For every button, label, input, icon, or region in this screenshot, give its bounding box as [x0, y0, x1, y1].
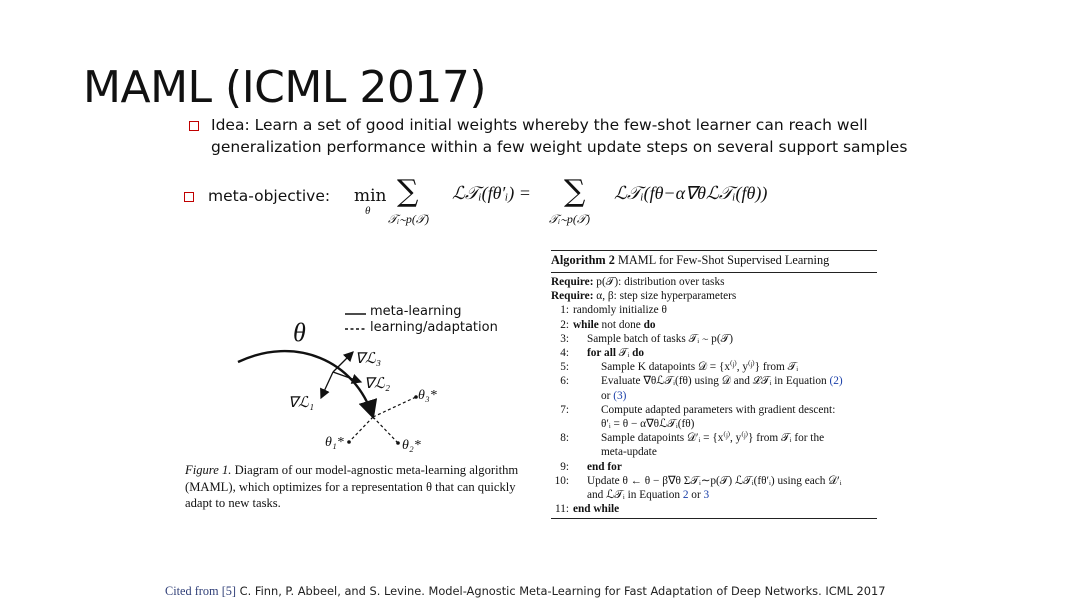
caption-text: Diagram of our model-agnostic meta-learning algorithm (MAML), which optimizes for a representation θ that can quickly adapt to new tasks. — [185, 463, 519, 510]
legend-meta-learning: meta-learning — [370, 304, 462, 319]
algorithm-line: 10: Update θ ← θ − β∇θ Σ𝒯ᵢ∼p(𝒯) ℒ𝒯ᵢ(fθ′ᵢ) using each 𝒟′ᵢ and ℒ𝒯ᵢ in Equation 2 or 3 — [554, 474, 842, 502]
idea-line-1: Idea: Learn a set of good initial weights whereby the few-shot learner can reach well — [211, 116, 868, 134]
idea-bullet — [211, 114, 907, 158]
algorithm-line: 9: end for — [560, 460, 622, 473]
grad-L1-arrow — [321, 372, 333, 398]
algorithm-line: 6: Evaluate ∇θℒ𝒯ᵢ(fθ) using 𝒟 and ℒ𝒯ᵢ in Equation (2) or (3) — [560, 375, 843, 402]
algorithm-line: 5: Sample K datapoints 𝒟 = {x⁽ʲ⁾, y⁽ʲ⁾} from 𝒯ᵢ — [560, 361, 799, 374]
grad-L1-label: ∇ℒ₁ — [288, 395, 315, 411]
algorithm-require-2: Require: α, β: step size hyperparameters — [551, 290, 737, 303]
meta-objective-label: meta-objective: — [208, 187, 331, 205]
algorithm-line: 11: end while — [554, 503, 620, 516]
adapt-line-3 — [373, 397, 416, 417]
formula-min-sub: θ — [365, 205, 371, 217]
algorithm-line: 2: while not done do — [560, 318, 656, 331]
algorithm-line: 1: randomly initialize θ — [560, 304, 667, 317]
citation-text: C. Finn, P. Abbeel, and S. Levine. Model-Agnostic Meta-Learning for Fast Adaptation of Deep Networks. ICML 2017 — [236, 584, 886, 598]
formula-sum-1: ∑ — [397, 174, 419, 209]
theta-label: θ — [293, 318, 306, 347]
algorithm-line: 7: Compute adapted parameters with gradient descent: θ′ᵢ = θ − α∇θℒ𝒯ᵢ(fθ) — [560, 403, 836, 431]
theta2-point — [396, 441, 400, 445]
citation-lead: Cited from [5] — [165, 584, 237, 598]
formula-lhs: ℒ𝒯ᵢ(fθ′ᵢ) = — [452, 183, 531, 203]
algorithm-box — [551, 250, 877, 519]
adapt-line-2 — [373, 417, 398, 443]
bullet-square-icon — [184, 192, 194, 202]
formula-sum-sub-2: 𝒯ᵢ∼p(𝒯) — [549, 212, 591, 226]
caption-label: Figure 1. — [185, 463, 232, 477]
algorithm-line: 8: Sample datapoints 𝒟′ᵢ = {x⁽ʲ⁾, y⁽ʲ⁾} from 𝒯ᵢ for the meta-update — [560, 432, 825, 459]
grad-L2-label: ∇ℒ₂ — [364, 376, 391, 392]
figure-caption — [185, 462, 540, 512]
formula-sum-2: ∑ — [564, 174, 586, 209]
grad-L3-arrow — [333, 352, 353, 372]
bullet-square-icon — [189, 121, 199, 131]
algorithm-header: Algorithm 2 MAML for Few-Shot Supervised Learning — [551, 253, 830, 267]
citation — [165, 584, 885, 599]
algorithm-lines — [551, 303, 877, 516]
theta2-label: θ₂* — [402, 438, 421, 453]
theta1-point — [347, 440, 351, 444]
algorithm-require-1: Require: p(𝒯): distribution over tasks — [551, 276, 725, 288]
algorithm-line: 4: for all 𝒯ᵢ do — [560, 347, 645, 360]
adapt-line-1 — [349, 417, 373, 442]
algorithm-line: 3: Sample batch of tasks 𝒯ᵢ ∼ p(𝒯) — [560, 332, 733, 345]
theta1-label: θ₁* — [325, 435, 344, 450]
legend-learning-adaptation: learning/adaptation — [370, 320, 498, 335]
theta3-label: θ₃* — [418, 388, 437, 403]
meta-objective-formula — [352, 176, 792, 232]
formula-rhs: ℒ𝒯ᵢ(fθ−α∇θℒ𝒯ᵢ(fθ)) — [614, 183, 768, 203]
grad-L3-label: ∇ℒ₃ — [355, 351, 382, 367]
grad-L2-arrow — [333, 372, 361, 382]
formula-min: min — [354, 186, 387, 206]
formula-sum-sub-1: 𝒯ᵢ∼p(𝒯) — [388, 212, 430, 226]
idea-line-2: generalization performance within a few weight update steps on several support samples — [211, 138, 908, 156]
slide-title: MAML (ICML 2017) — [83, 62, 486, 113]
